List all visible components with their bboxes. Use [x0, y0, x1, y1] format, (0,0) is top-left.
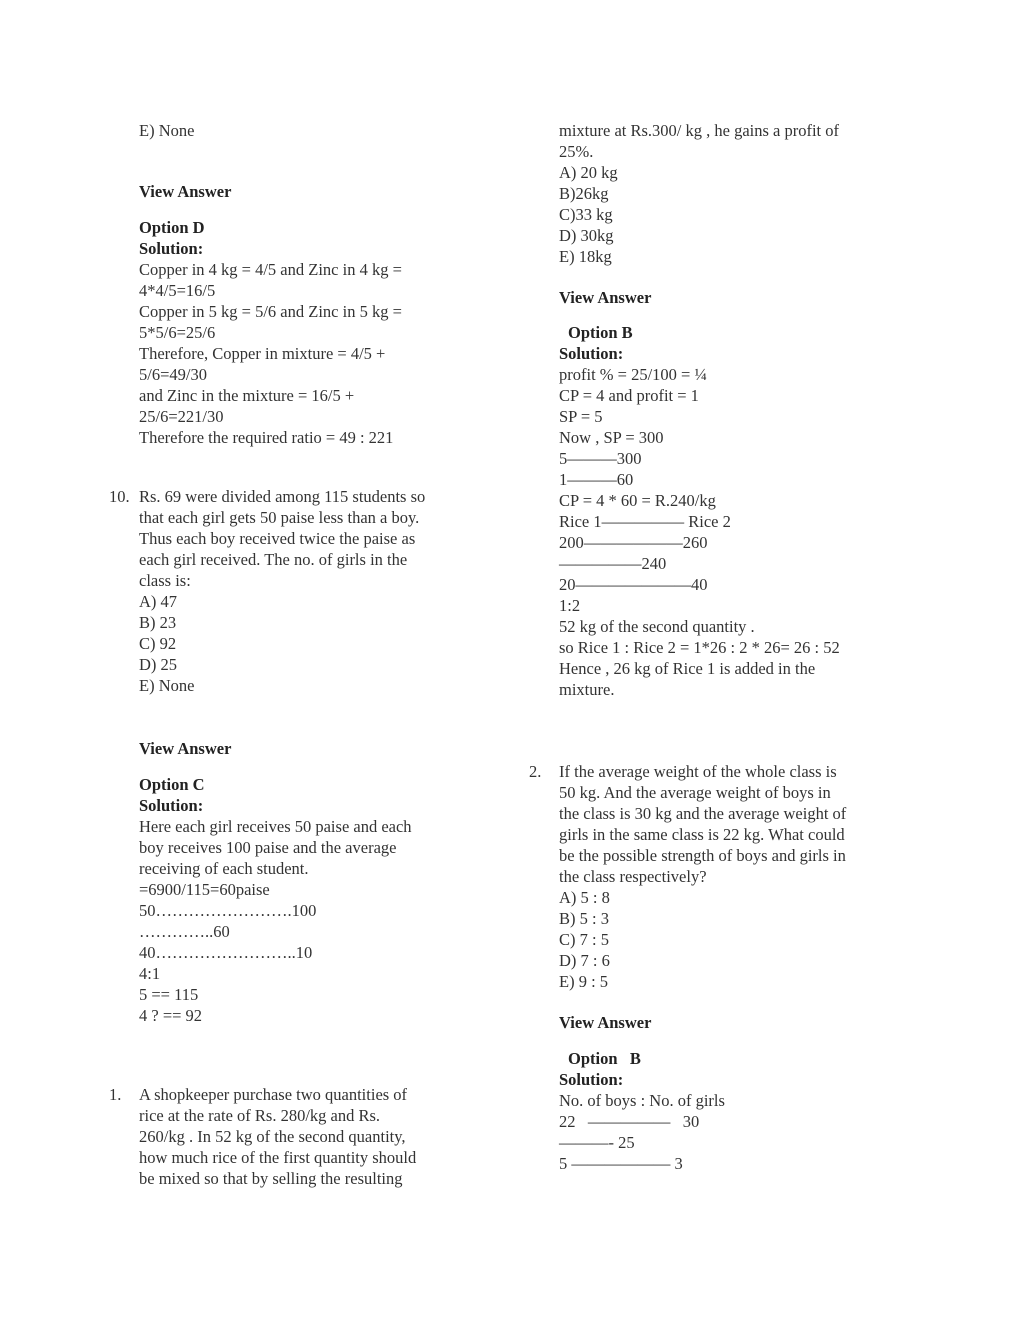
text-line: C) 92 — [139, 634, 177, 653]
text-line: C) 7 : 5 — [559, 930, 609, 949]
q1-question-continued — [559, 120, 839, 267]
text-line: A) 47 — [139, 592, 178, 611]
q1-number: 1. — [109, 1085, 122, 1104]
q10-option-answer: Option C — [139, 775, 205, 794]
text-line: Here each girl receives 50 paise and each — [139, 817, 412, 836]
text-line: 5———300 — [559, 449, 642, 468]
q9-solution-label: Solution: — [139, 239, 204, 258]
text-line: Therefore the required ratio = 49 : 221 — [139, 428, 394, 447]
text-line: E) None — [139, 676, 195, 695]
text-line: Thus each boy received twice the paise as — [139, 529, 416, 548]
q9-tail-options — [139, 120, 194, 141]
text-line: 200——————260 — [559, 533, 708, 552]
text-line: B) 23 — [139, 613, 177, 632]
q1-view-answer-link[interactable]: View Answer — [559, 288, 652, 307]
text-line: 22 ————— 30 — [559, 1112, 700, 1131]
q10-solution-label: Solution: — [139, 796, 204, 815]
text-line: D) 30kg — [559, 226, 614, 245]
text-line: B) 5 : 3 — [559, 909, 609, 928]
text-line: 20———————40 — [559, 575, 708, 594]
text-line: Rs. 69 were divided among 115 students so — [139, 487, 426, 506]
text-line: receiving of each student. — [139, 859, 309, 878]
text-line: =6900/115=60paise — [139, 880, 270, 899]
text-line: and Zinc in the mixture = 16/5 + — [139, 386, 355, 405]
text-line: B)26kg — [559, 184, 609, 203]
q10-view-answer-link[interactable]: View Answer — [139, 739, 232, 758]
text-line: A shopkeeper purchase two quantities of — [139, 1085, 408, 1104]
text-line: each girl received. The no. of girls in the — [139, 550, 408, 569]
text-line: that each girl gets 50 paise less than a boy. — [139, 508, 420, 527]
text-line: be the possible strength of boys and girls in — [559, 846, 846, 865]
text-line: …………..60 — [139, 922, 230, 941]
q1-question-text — [139, 1084, 416, 1189]
text-line: be mixed so that by selling the resulting — [139, 1169, 403, 1188]
text-line: If the average weight of the whole class is — [559, 762, 837, 781]
text-line: how much rice of the first quantity should — [139, 1148, 417, 1167]
text-line: 50 kg. And the average weight of boys in — [559, 783, 831, 802]
q2-solution-label: Solution: — [559, 1070, 624, 1089]
text-line: 5/6=49/30 — [139, 365, 207, 384]
text-line: 260/kg . In 52 kg of the second quantity, — [139, 1127, 406, 1146]
q10-number: 10. — [109, 487, 130, 506]
text-line: 5*5/6=25/6 — [139, 323, 216, 342]
text-line: Copper in 5 kg = 5/6 and Zinc in 5 kg = — [139, 302, 402, 321]
text-line: boy receives 100 paise and the average — [139, 838, 397, 857]
q2-view-answer-link[interactable]: View Answer — [559, 1013, 652, 1032]
text-line: No. of boys : No. of girls — [559, 1091, 725, 1110]
q1-option-answer: Option B — [568, 323, 633, 342]
text-line: A) 20 kg — [559, 163, 618, 182]
text-line: 1:2 — [559, 596, 581, 615]
text-line: profit % = 25/100 = ¼ — [559, 365, 707, 384]
text-line: Copper in 4 kg = 4/5 and Zinc in 4 kg = — [139, 260, 402, 279]
text-line: 25%. — [559, 142, 594, 161]
text-line: so Rice 1 : Rice 2 = 1*26 : 2 * 26= 26 : 52 — [559, 638, 840, 657]
text-line: CP = 4 * 60 = R.240/kg — [559, 491, 716, 510]
text-line: 25/6=221/30 — [139, 407, 224, 426]
text-line: 1———60 — [559, 470, 634, 489]
text-line: 4*4/5=16/5 — [139, 281, 216, 300]
text-line: 4 ? == 92 — [139, 1006, 203, 1025]
q2-option-answer: Option B — [568, 1049, 641, 1068]
text-line: 40……………………..10 — [139, 943, 313, 962]
text-line: C)33 kg — [559, 205, 613, 224]
text-line: mixture at Rs.300/ kg , he gains a profit of — [559, 121, 839, 140]
text-line: 4:1 — [139, 964, 161, 983]
text-line: the class respectively? — [559, 867, 707, 886]
q1-solution-text — [559, 364, 840, 700]
q9-option-answer: Option D — [139, 218, 205, 237]
text-line: 50…………………….100 — [139, 901, 317, 920]
text-line: Rice 1————— Rice 2 — [559, 512, 731, 531]
text-line: E) None — [139, 121, 195, 140]
q9-solution-text — [139, 259, 402, 448]
q2-number: 2. — [529, 762, 542, 781]
q2-solution-text — [559, 1090, 725, 1174]
text-line: the class is 30 kg and the average weight of — [559, 804, 847, 823]
q10-question-text — [139, 486, 425, 696]
text-line: CP = 4 and profit = 1 — [559, 386, 699, 405]
text-line: A) 5 : 8 — [559, 888, 610, 907]
q2-question-text — [559, 761, 846, 992]
q9-view-answer-link[interactable]: View Answer — [139, 182, 232, 201]
text-line: 5 —————— 3 — [559, 1154, 683, 1173]
text-line: girls in the same class is 22 kg. What could — [559, 825, 845, 844]
q1-solution-label: Solution: — [559, 344, 624, 363]
text-line: E) 9 : 5 — [559, 972, 609, 991]
text-line: D) 7 : 6 — [559, 951, 610, 970]
text-line: 52 kg of the second quantity . — [559, 617, 755, 636]
text-line: —————240 — [559, 554, 667, 573]
text-line: ———- 25 — [559, 1133, 635, 1152]
text-line: SP = 5 — [559, 407, 603, 426]
text-line: rice at the rate of Rs. 280/kg and Rs. — [139, 1106, 381, 1125]
text-line: D) 25 — [139, 655, 178, 674]
text-line: Hence , 26 kg of Rice 1 is added in the — [559, 659, 816, 678]
text-line: mixture. — [559, 680, 615, 699]
q10-solution-text — [139, 816, 412, 1026]
text-line: E) 18kg — [559, 247, 612, 266]
text-line: class is: — [139, 571, 191, 590]
text-line: Now , SP = 300 — [559, 428, 664, 447]
text-line: Therefore, Copper in mixture = 4/5 + — [139, 344, 386, 363]
text-line: 5 == 115 — [139, 985, 199, 1004]
